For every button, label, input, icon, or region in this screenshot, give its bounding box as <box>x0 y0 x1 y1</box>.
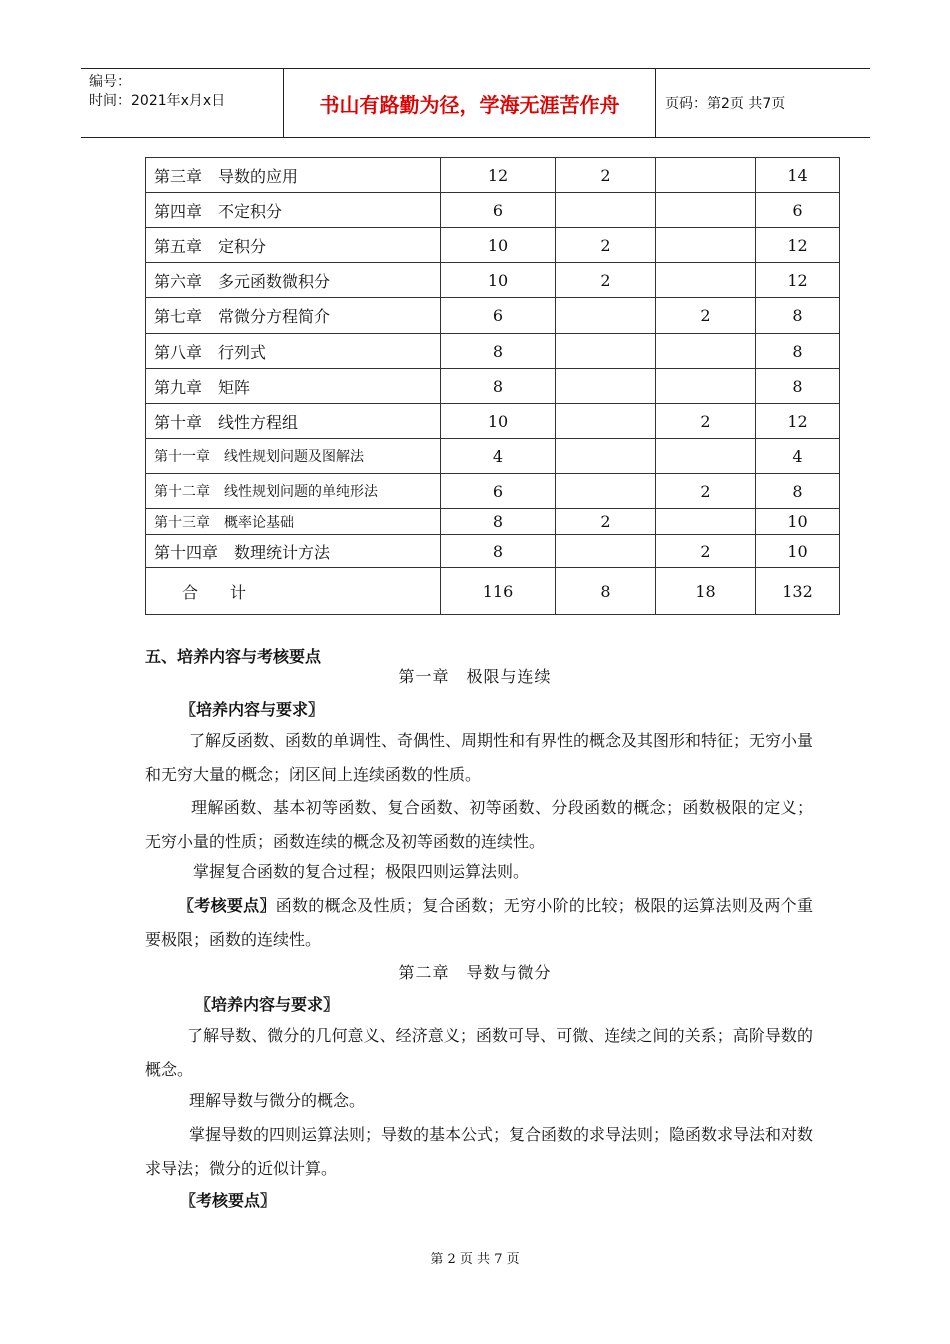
ch2-paragraph-2: 理解导数与微分的概念。 <box>189 1091 366 1110</box>
hours-total-cell: 6 <box>756 193 840 228</box>
hours-col-3-cell <box>656 158 756 193</box>
chapter-2-title: 第二章 导数与微分 <box>398 963 552 982</box>
total-col-3-cell: 18 <box>656 568 756 615</box>
table-row <box>146 228 840 263</box>
ch1-exam-points <box>145 889 813 957</box>
table-row <box>146 263 840 298</box>
hours-col-3-cell: 2 <box>656 298 756 334</box>
hours-col-1-cell: 10 <box>441 263 556 298</box>
hours-col-2-cell: 2 <box>556 263 656 298</box>
hours-col-2-cell <box>556 439 656 474</box>
section-title: 五、培养内容与考核要点 <box>145 647 322 666</box>
hours-col-2-cell: 2 <box>556 158 656 193</box>
chapter-name-cell: 第十一章 线性规划问题及图解法 <box>146 439 441 474</box>
hours-col-2-cell <box>556 404 656 439</box>
total-col-2-cell: 8 <box>556 568 656 615</box>
ch1-requirements-label: 〖培养内容与要求〗 <box>180 700 325 719</box>
total-col-1-cell: 116 <box>441 568 556 615</box>
hours-total-cell: 10 <box>756 509 840 535</box>
hours-total-cell: 14 <box>756 158 840 193</box>
hours-col-3-cell: 2 <box>656 404 756 439</box>
hours-col-2-cell <box>556 369 656 404</box>
hours-col-1-cell: 8 <box>441 509 556 535</box>
hours-total-cell: 4 <box>756 439 840 474</box>
hours-col-1-cell: 4 <box>441 439 556 474</box>
hours-col-1-cell: 10 <box>441 228 556 263</box>
chapter-name-cell: 第九章 矩阵 <box>146 369 441 404</box>
chapter-name-cell: 第十章 线性方程组 <box>146 404 441 439</box>
header-meta <box>89 73 225 111</box>
hours-col-3-cell <box>656 369 756 404</box>
hours-total-cell: 12 <box>756 263 840 298</box>
hours-col-3-cell <box>656 509 756 535</box>
hours-col-1-cell: 6 <box>441 298 556 334</box>
hours-col-1-cell: 10 <box>441 404 556 439</box>
ch1-exam-label: 〖考核要点〗 <box>178 896 276 915</box>
chapter-name-cell: 第五章 定积分 <box>146 228 441 263</box>
chapter-name-cell: 第十二章 线性规划问题的单纯形法 <box>146 474 441 509</box>
hours-col-1-cell: 12 <box>441 158 556 193</box>
page-header <box>81 68 870 138</box>
hours-col-3-cell <box>656 334 756 369</box>
hours-total-cell: 8 <box>756 334 840 369</box>
chapter-name-cell: 第十三章 概率论基础 <box>146 509 441 535</box>
table-row <box>146 474 840 509</box>
header-number: 编号： <box>89 74 131 90</box>
table-row <box>146 193 840 228</box>
hours-total-cell: 8 <box>756 474 840 509</box>
chapter-name-cell: 第八章 行列式 <box>146 334 441 369</box>
table-row <box>146 158 840 193</box>
table-row <box>146 404 840 439</box>
hours-col-1-cell: 6 <box>441 193 556 228</box>
hours-col-1-cell: 8 <box>441 535 556 568</box>
chapter-name-cell: 第六章 多元函数微积分 <box>146 263 441 298</box>
hours-col-1-cell: 8 <box>441 334 556 369</box>
table-row <box>146 439 840 474</box>
hours-col-2-cell: 2 <box>556 228 656 263</box>
ch2-paragraph-1: 了解导数、微分的几何意义、经济意义；函数可导、可微、连续之间的关系；高阶导数的概念。 <box>145 1026 813 1079</box>
header-motto: 书山有路勤为径，学海无涯苦作舟 <box>283 69 656 137</box>
ch1-paragraph-1: 了解反函数、函数的单调性、奇偶性、周期性和有界性的概念及其图形和特征；无穷小量和无穷大量的概念；闭区间上连续函数的性质。 <box>145 731 814 784</box>
table-row <box>146 298 840 334</box>
ch1-exam-text: 函数的概念及性质；复合函数；无穷小阶的比较；极限的运算法则及两个重要极限；函数的连续性。 <box>145 896 813 949</box>
hours-col-3-cell <box>656 193 756 228</box>
hours-col-1-cell: 8 <box>441 369 556 404</box>
chapter-1-title: 第一章 极限与连续 <box>398 667 552 686</box>
ch1-paragraph-3: 掌握复合函数的复合过程；极限四则运算法则。 <box>193 862 530 881</box>
hours-col-1-cell: 6 <box>441 474 556 509</box>
hours-total-cell: 10 <box>756 535 840 568</box>
table-row <box>146 509 840 535</box>
hours-col-3-cell <box>656 263 756 298</box>
hours-col-2-cell: 2 <box>556 509 656 535</box>
hours-total-cell: 8 <box>756 298 840 334</box>
table-row <box>146 535 840 568</box>
hours-total-cell: 12 <box>756 228 840 263</box>
chapter-name-cell: 第三章 导数的应用 <box>146 158 441 193</box>
hours-total-cell: 8 <box>756 369 840 404</box>
ch2-exam-label: 〖考核要点〗 <box>180 1191 277 1210</box>
hours-col-3-cell <box>656 228 756 263</box>
hours-col-3-cell <box>656 439 756 474</box>
header-page: 页码：第2页 共7页 <box>665 96 786 112</box>
page-footer: 第 2 页 共 7 页 <box>430 1252 520 1267</box>
header-time: 时间：2021年x月x日 <box>89 93 226 109</box>
hours-col-2-cell <box>556 535 656 568</box>
total-label-cell: 合 计 <box>146 568 441 615</box>
hours-col-2-cell <box>556 193 656 228</box>
hours-total-cell: 12 <box>756 404 840 439</box>
chapter-name-cell: 第十四章 数理统计方法 <box>146 535 441 568</box>
table-row <box>146 369 840 404</box>
grand-total-cell: 132 <box>756 568 840 615</box>
ch2-paragraph-3: 掌握导数的四则运算法则；导数的基本公式；复合函数的求导法则；隐函数求导法和对数求导法；微分的近似计算。 <box>145 1125 814 1178</box>
ch1-paragraph-2: 理解函数、基本初等函数、复合函数、初等函数、分段函数的概念；函数极限的定义；无穷小量的性质；函数连续的概念及初等函数的连续性。 <box>145 798 813 851</box>
chapter-name-cell: 第七章 常微分方程简介 <box>146 298 441 334</box>
hours-col-2-cell <box>556 334 656 369</box>
hours-col-3-cell: 2 <box>656 535 756 568</box>
hours-table-body <box>146 158 840 615</box>
chapter-name-cell: 第四章 不定积分 <box>146 193 441 228</box>
table-row <box>146 334 840 369</box>
ch2-requirements-label: 〖培养内容与要求〗 <box>195 995 340 1014</box>
table-total-row <box>146 568 840 615</box>
hours-col-3-cell: 2 <box>656 474 756 509</box>
hours-table <box>145 157 840 615</box>
hours-col-2-cell <box>556 298 656 334</box>
hours-col-2-cell <box>556 474 656 509</box>
